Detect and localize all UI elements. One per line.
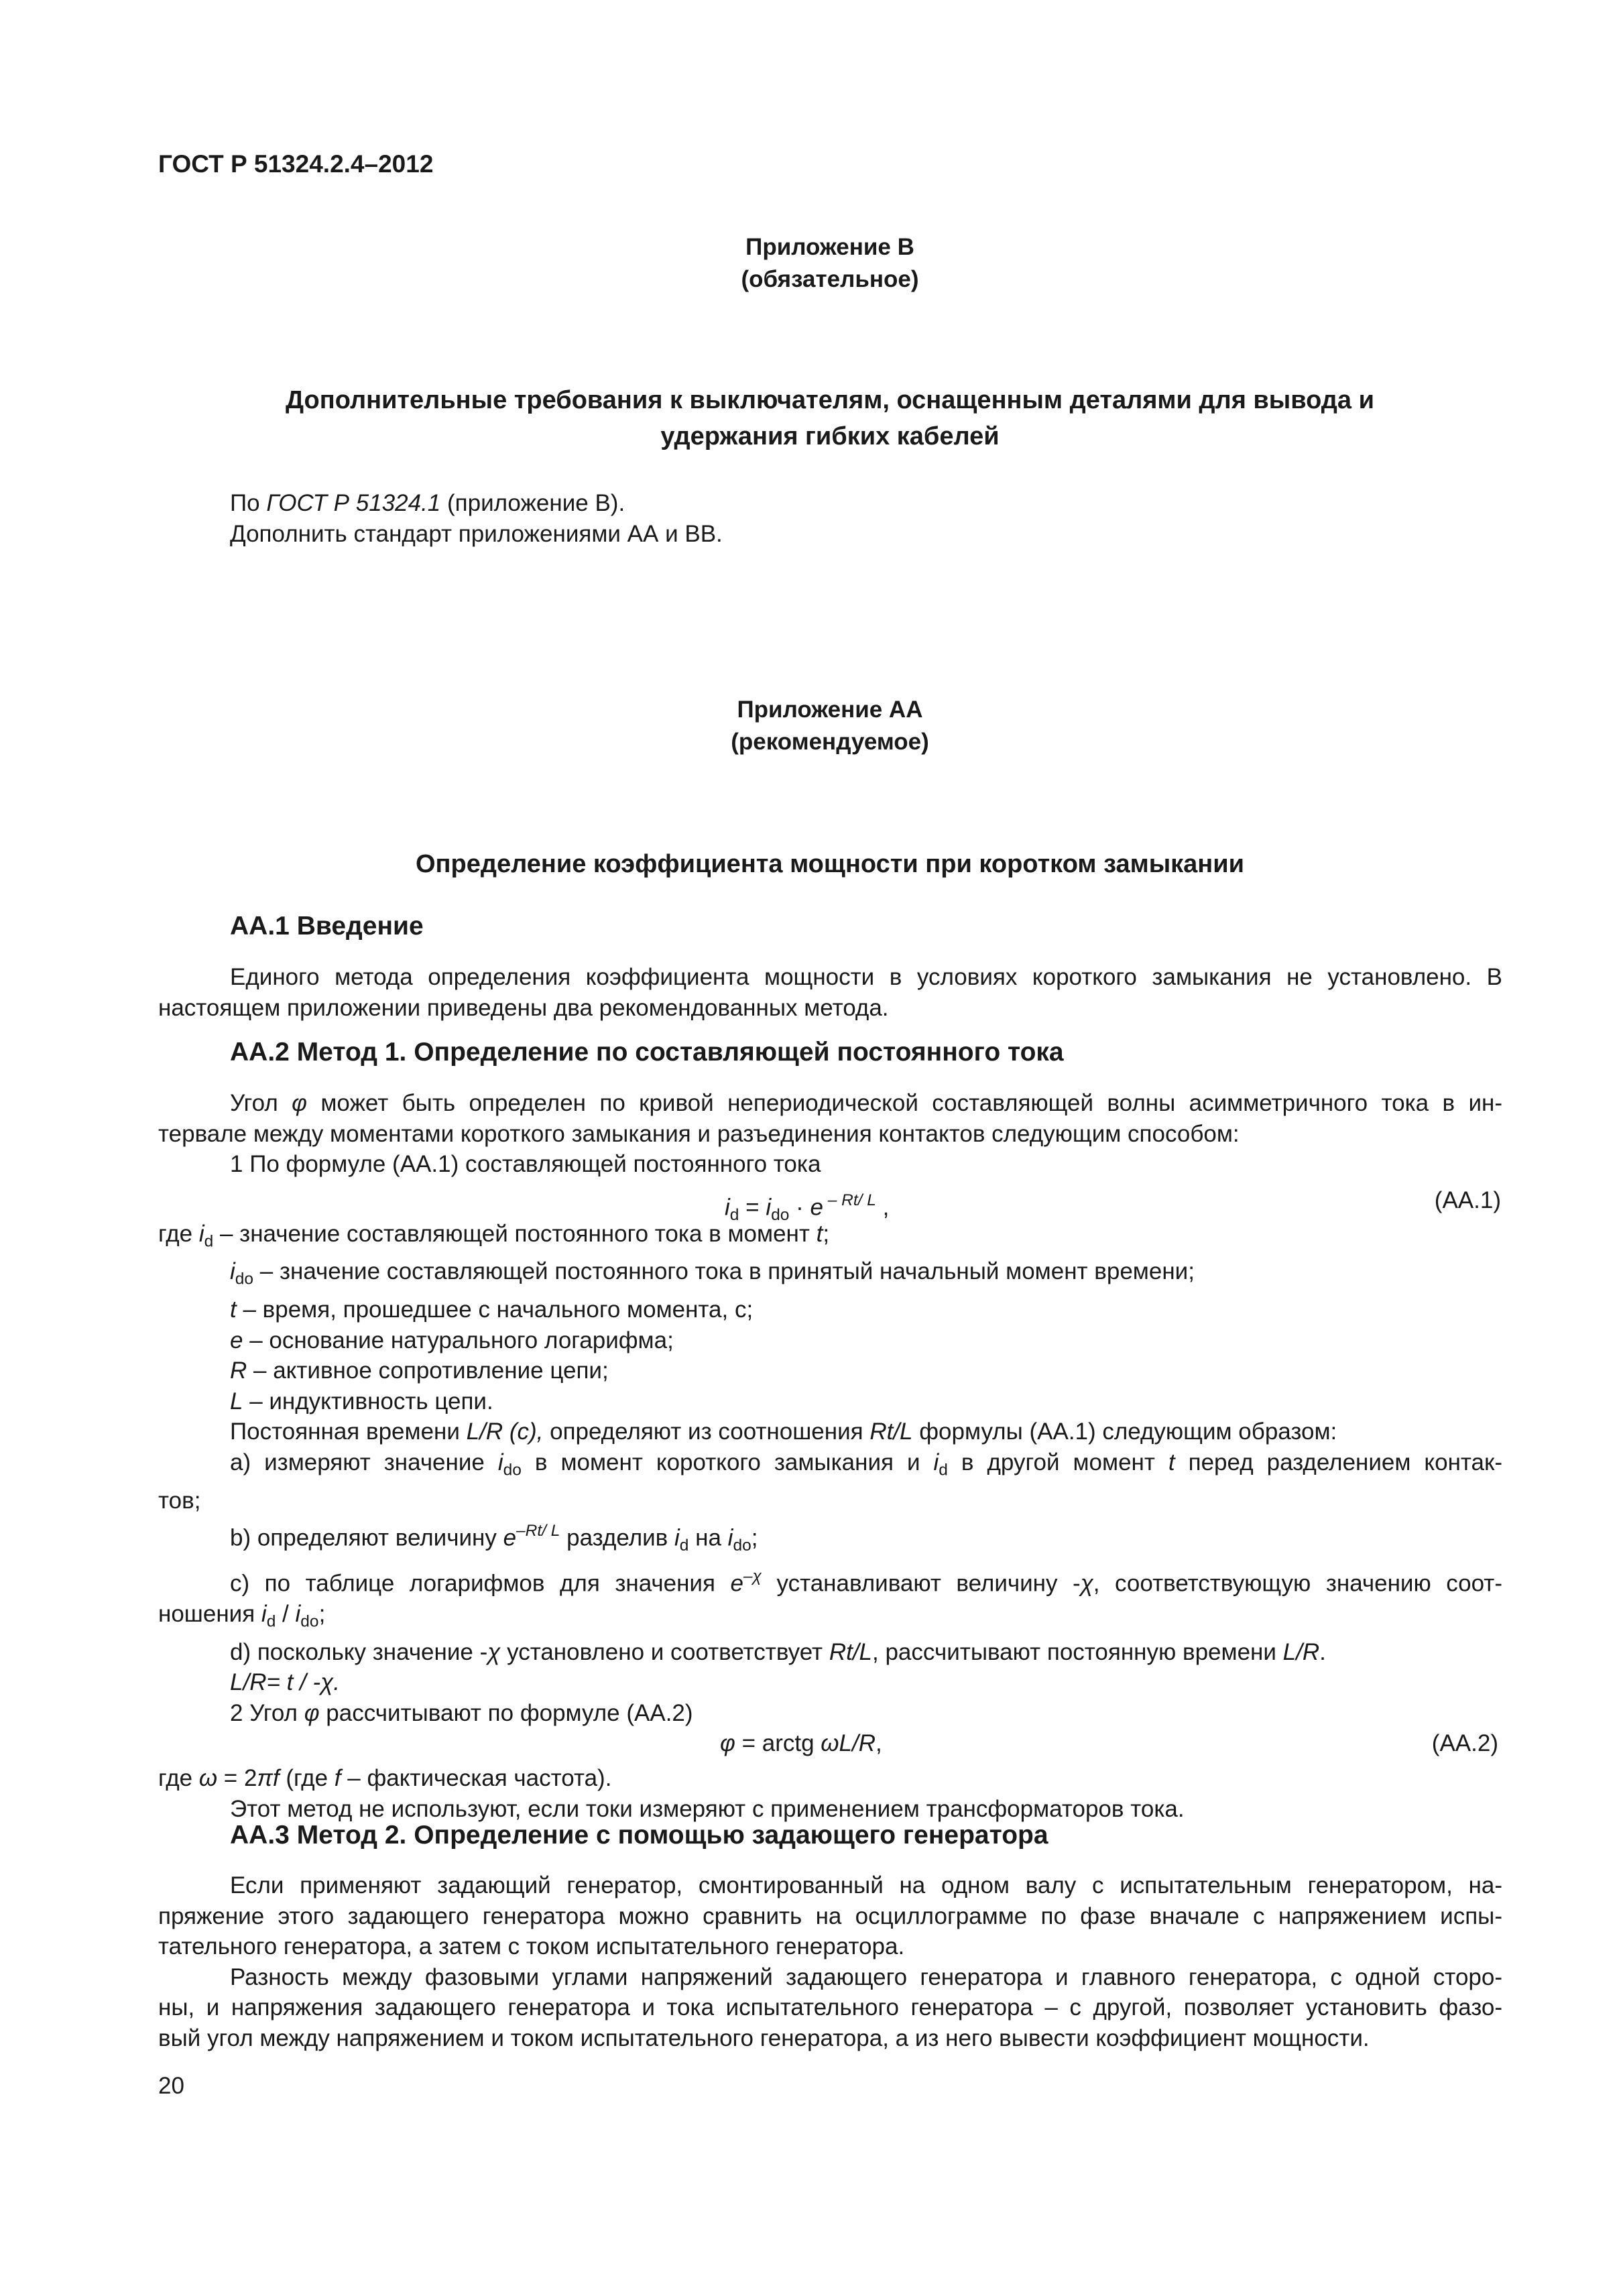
step-c-line1: c) по таблице логарифмов для значения $e^{-\chi}$ устанавливают величину -χ, соответствующую значению соот- [230, 1567, 1502, 1597]
definition-e: e – основание натурального логарифма; [230, 1327, 674, 1353]
formula-aa2-row [158, 1728, 1502, 1763]
time-constant-intro: Постоянная времени L/R (c), определяют из соотношения Rt/L формулы (АА.1) следующим образом: [230, 1418, 1337, 1445]
step-b: b) определяют величину $e^{-Rt/ L}$ разделив $i_d$ на $i_{do}$; [230, 1522, 758, 1555]
annex-b-title: Приложение В [745, 234, 914, 260]
section-aa1-heading: АА.1 Введение [230, 912, 424, 941]
annex-b-supplement: Дополнить стандарт приложениями АА и ВВ. [230, 520, 723, 547]
document-code: ГОСТ Р 51324.2.4–2012 [158, 150, 434, 178]
formula-aa2-number: (АА.2) [1431, 1730, 1498, 1757]
annex-b-heading-line1: Дополнительные требования к выключателям, оснащенным деталями для вывода и [286, 386, 1374, 414]
definition-id: где $i_d$ – значение составляющей постоянного тока в момент t; [158, 1220, 830, 1250]
annex-b-reference: По ГОСТ Р 51324.1 (приложение В). [230, 490, 625, 516]
section-aa3-body [158, 1870, 1502, 2053]
annex-b-heading-line2: удержания гибких кабелей [660, 422, 1000, 450]
aa2-intro-line1: Угол φ может быть определен по кривой непериодической составляющей волны асимметричного тока в ин- [230, 1090, 1502, 1116]
formula-aa2: φ = arctg ωL/R, [720, 1730, 882, 1757]
section-aa3-heading: АА.3 Метод 2. Определение с помощью задающего генератора [230, 1821, 1048, 1850]
aa1-paragraph-line2: настоящем приложении приведены два рекомендованных метода. [158, 994, 889, 1021]
page-number: 20 [158, 2073, 184, 2099]
aa2-step1: 1 По формуле (АА.1) составляющей постоянного тока [230, 1151, 821, 1177]
section-aa2-heading: АА.2 Метод 1. Определение по составляющей постоянного тока [230, 1038, 1064, 1067]
annex-aa-status: (рекомендуемое) [731, 729, 929, 755]
annex-aa-label [158, 694, 1502, 758]
aa3-p1-line2: пряжение этого задающего генератора можно сравнить на осциллограмме по фазе вначале с напряжением испы- [158, 1902, 1502, 1929]
standard-reference: ГОСТ Р 51324.1 [266, 490, 441, 516]
aa1-paragraph-line1: Единого метода определения коэффициента мощности в условиях короткого замыкания не установлено. В [230, 964, 1502, 990]
definition-t: t – время, прошедшее с начального момента, с; [230, 1296, 754, 1323]
definition-l: L – индуктивность цепи. [230, 1388, 493, 1414]
definition-ido: $i_{do}$ – значение составляющей постоянного тока в принятый начальный момент времени; [230, 1258, 1195, 1288]
annex-aa-heading: Определение коэффициента мощности при коротком замыкании [416, 850, 1244, 878]
section-aa1-body [158, 962, 1502, 1023]
aa3-p2-line1: Разность между фазовыми углами напряжений задающего генератора и главного генератора, с одной сторо- [230, 1963, 1502, 1990]
time-constant-equation: L/R= t / -χ. [230, 1669, 341, 1696]
aa2-intro-line2: тервале между моментами короткого замыкания и разъединения контактов следующим способом: [158, 1120, 1240, 1147]
step-a-line1: а) измеряют значение $i_{do}$ в момент короткого замыкания и $i_d$ в другой момент t перед разделением контак- [230, 1449, 1502, 1479]
formula-aa1-number: (АА.1) [1434, 1187, 1501, 1213]
annex-aa-title: Приложение АА [737, 697, 923, 723]
step-c-line2: ношения $i_d / i_{do}$; [158, 1600, 326, 1631]
annex-b-body [230, 488, 1502, 549]
aa3-p1-line1: Если применяют задающий генератор, смонтированный на одном валу с испытательным генератором, на- [230, 1872, 1502, 1898]
step-d: d) поскольку значение -χ установлено и соответствует Rt/L, рассчитывают постоянную времени L/R. [230, 1638, 1326, 1665]
section-aa2-body [158, 1088, 1502, 1824]
step-a-line2: тов; [158, 1487, 201, 1514]
definition-omega: где ω = 2πf (где f – фактическая частота). [158, 1765, 612, 1792]
definition-r: R – активное сопротивление цепи; [230, 1357, 609, 1384]
aa3-p2-line2: ны, и напряжения задающего генератора и тока испытательного генератора – с другой, позволяет установить фазо- [158, 1994, 1502, 2020]
method1-note: Этот метод не используют, если токи измеряют с применением трансформаторов тока. [230, 1795, 1185, 1822]
annex-b-label [158, 231, 1502, 296]
formula-aa1: $i_d = i_{do} \cdot e$ $^{- Rt/ L}$ , [725, 1191, 890, 1224]
aa3-p2-line3: вый угол между напряжением и током испытательного генератора, а из него вывести коэффициент мощности. [158, 2025, 1370, 2051]
annex-b-heading [158, 382, 1502, 455]
annex-b-status: (обязательное) [741, 266, 919, 292]
aa2-step2: 2 Угол φ рассчитывают по формуле (АА.2) [230, 1699, 693, 1726]
aa3-p1-line3: тательного генератора, а затем с током испытательного генератора. [158, 1933, 905, 1959]
formula-aa1-row [158, 1180, 1502, 1224]
